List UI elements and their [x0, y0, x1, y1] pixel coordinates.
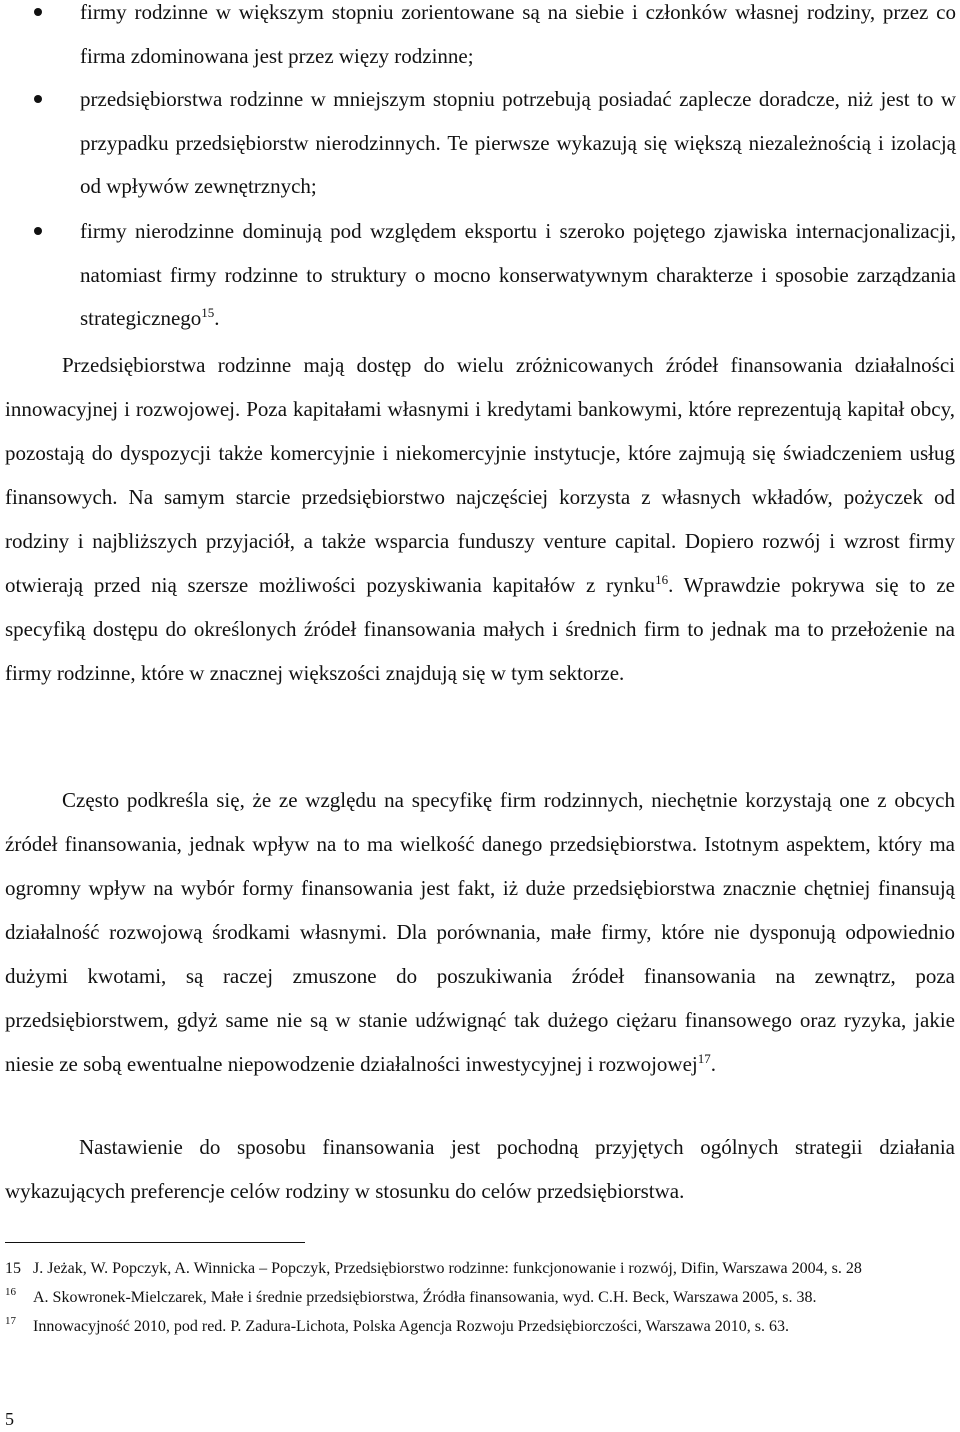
paragraph-text: . Wprawdzie pokrywa się to ze specyfiką dostępu do określonych źródeł finansowania małych i średnich firm to jednak ma to przełożenie na firmy rodzinne, które w znacznej większości znajdują się w tym sektorze.: [5, 573, 955, 685]
paragraph-2: [5, 778, 955, 1086]
paragraph-text: .: [710, 1052, 717, 1076]
footnote-text: A. Skowronek-Mielczarek, Małe i średnie przedsiębiorstwa, Źródła finansowania, wyd. C.H. Beck, Warszawa 2005, s. 38.: [33, 1289, 817, 1306]
footnote-number: 17: [5, 1315, 16, 1327]
footnote-text: Innowacyjność 2010, pod red. P. Zadura-Lichota, Polska Agencja Rozwoju Przedsiębiorczości, Warszawa 2010, s. 63.: [33, 1318, 790, 1335]
footnote-number: 16: [5, 1286, 16, 1298]
bullet-text: firmy rodzinne w większym stopniu zorientowane są na siebie i członków własnej rodziny, przez co firma zdominowana jest przez więzy rodzinne;: [80, 0, 956, 68]
footnote-number: 15: [5, 1260, 21, 1277]
paragraph-text: Nastawienie do sposobu finansowania jest pochodną przyjętych ogólnych strategii działania wykazujących preferencje celów rodziny w stosunku do celów przedsiębiorstwa.: [5, 1135, 955, 1203]
page-number: 5: [5, 1409, 14, 1429]
paragraph-text: Często podkreśla się, że ze względu na specyfikę firm rodzinnych, niechętnie korzystają one z obcych źródeł finansowania, jednak wpływ na to ma wielkość danego przedsiębiorstwa. Istotnym aspektem, który ma ogromny wpływ na wybór formy finansowania jest fakt, iż duże przedsiębiorstwa znacznie chętniej finansują działalność rozwojową środkami własnymi. Dla porównania, małe firmy, które nie dysponują odpowiednio dużymi kwotami, są raczej zmuszone do poszukiwania źródeł finansowania na zewnątrz, poza przedsiębiorstwem, gdyż same nie są w stanie udźwignąć tak dużego ciężaru finansowego oraz ryzyka, jakie niesie ze sobą ewentualne niepowodzenie działalności inwestycyjnej i rozwojowej: [5, 788, 955, 1076]
bullet-text: firmy nierodzinne dominują pod względem eksportu i szeroko pojętego zjawiska internacjonalizacji, natomiast firmy rodzinne to struktury o mocno konserwatywnym charakterze i sposobie zarządzania strategicznego: [80, 219, 956, 330]
footnote: [5, 1314, 955, 1339]
bullet-item: [0, 78, 960, 209]
footnote-ref: 16: [655, 572, 669, 587]
footnote-separator: [5, 1242, 305, 1243]
footnote-ref: 17: [697, 1051, 711, 1066]
footnote: [5, 1285, 955, 1310]
footnote-ref: 15: [201, 305, 215, 320]
bullet-dot-icon: [34, 227, 42, 235]
bullet-text: przedsiębiorstwa rodzinne w mniejszym stopniu potrzebują posiadać zaplecze doradcze, niż jest to w przypadku przedsiębiorstw nierodzinnych. Te pierwsze wykazują się większą niezależnością i izolacją od wpływów zewnętrznych;: [80, 87, 956, 198]
footnotes: [5, 1256, 955, 1343]
paragraph-3: [5, 1125, 955, 1213]
bullet-dot-icon: [34, 95, 42, 103]
footnote: [5, 1256, 955, 1281]
paragraph-text: Przedsiębiorstwa rodzinne mają dostęp do wielu zróżnicowanych źródeł finansowania działalności innowacyjnej i rozwojowej. Poza kapitałami własnymi i kredytami bankowymi, które reprezentują kapitał obcy, pozostają do dyspozycji także komercyjnie i niekomercyjnie instytucje, które zajmują się świadczeniem usług finansowych. Na samym starcie przedsiębiorstwo najczęściej korzysta z własnych wkładów, pożyczek od rodziny i najbliższych przyjaciół, a także wsparcia funduszy venture capital. Dopiero rozwój i wzrost firmy otwierają przed nią szersze możliwości pozyskiwania kapitałów z rynku: [5, 353, 955, 597]
bullet-dot-icon: [34, 8, 42, 16]
bullet-end: .: [214, 306, 220, 330]
paragraph-1: [5, 343, 955, 695]
footnote-text: J. Jeżak, W. Popczyk, A. Winnicka – Popczyk, Przedsiębiorstwo rodzinne: funkcjonowanie i rozwój, Difin, Warszawa 2004, s. 28: [33, 1260, 862, 1277]
bullet-item: [0, 0, 960, 78]
bullet-item: [0, 210, 960, 341]
